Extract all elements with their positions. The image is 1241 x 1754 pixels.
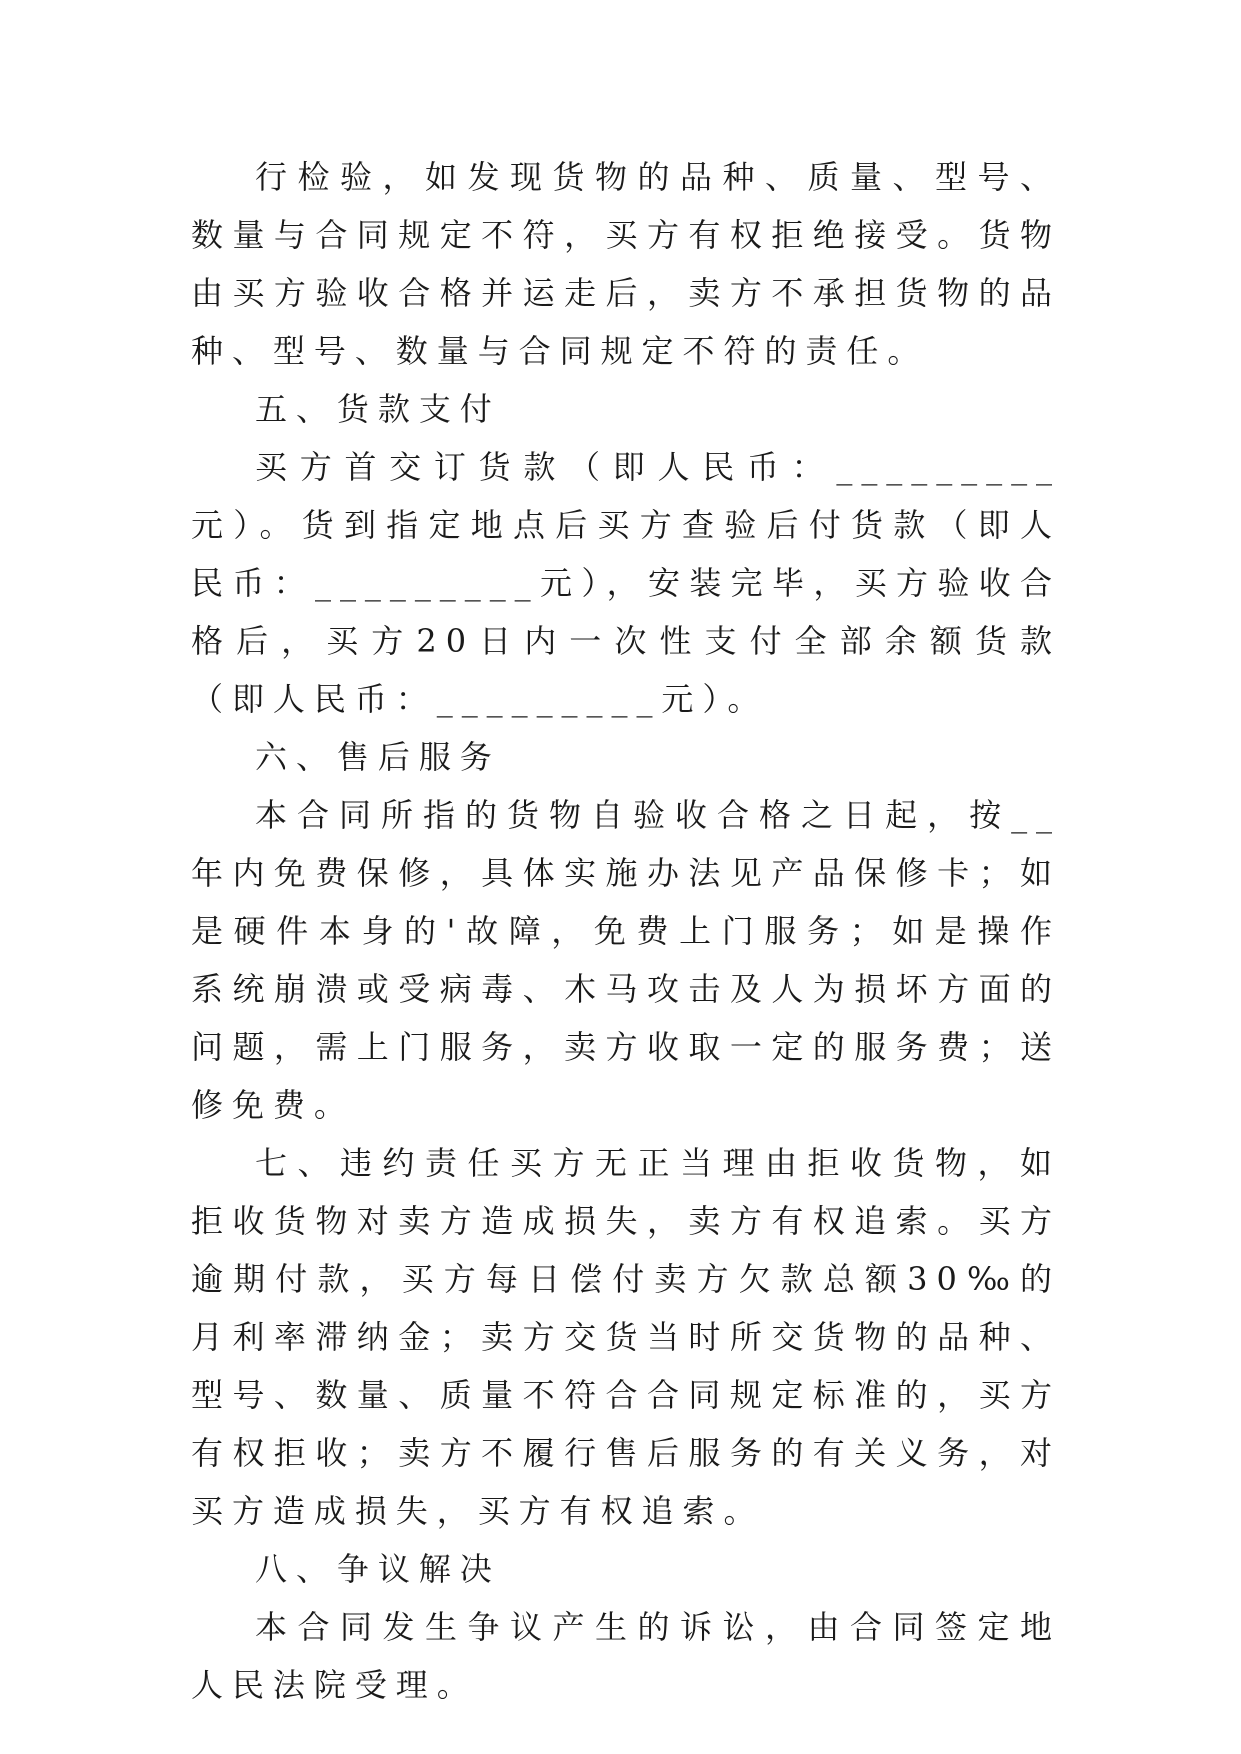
paragraph-payment: 买方首交订货款（即人民币：_________元）。货到指定地点后买方查验后付货款（即人民币：_________元），安装完毕，买方验收合格后，买方20日内一次性支付全部余额货款（即人民币：_________元）。 [191,448,1061,718]
section-heading-after-sales: 六、售后服务 [255,738,501,776]
paragraph-after-sales: 本合同所指的货物自验收合格之日起，按__年内免费保修，具体实施办法见产品保修卡；如是硬件本身的'故障，免费上门服务；如是操作系统崩溃或受病毒、木马攻击及人为损坏方面的问题，需上门服务，卖方收取一定的服务费；送修免费。 [191,796,1061,1124]
section-heading-payment: 五、货款支付 [255,390,501,428]
paragraph-breach-liability: 七、违约责任买方无正当理由拒收货物，如拒收货物对卖方造成损失，卖方有权追索。买方逾期付款，买方每日偿付卖方欠款总额30‰的月利率滞纳金；卖方交货当时所交货物的品种、型号、数量、质量不符合合同规定标准的，买方有权拒收；卖方不履行售后服务的有关义务，对买方造成损失，买方有权追索。 [191,1144,1061,1530]
document-body [191,148,1061,1714]
paragraph-dispute: 本合同发生争议产生的诉讼，由合同签定地人民法院受理。 [191,1608,1061,1704]
paragraph-inspection-continued: 行检验，如发现货物的品种、质量、型号、数量与合同规定不符，买方有权拒绝接受。货物由买方验收合格并运走后，卖方不承担货物的品种、型号、数量与合同规定不符的责任。 [191,158,1061,370]
section-heading-dispute: 八、争议解决 [255,1550,501,1588]
